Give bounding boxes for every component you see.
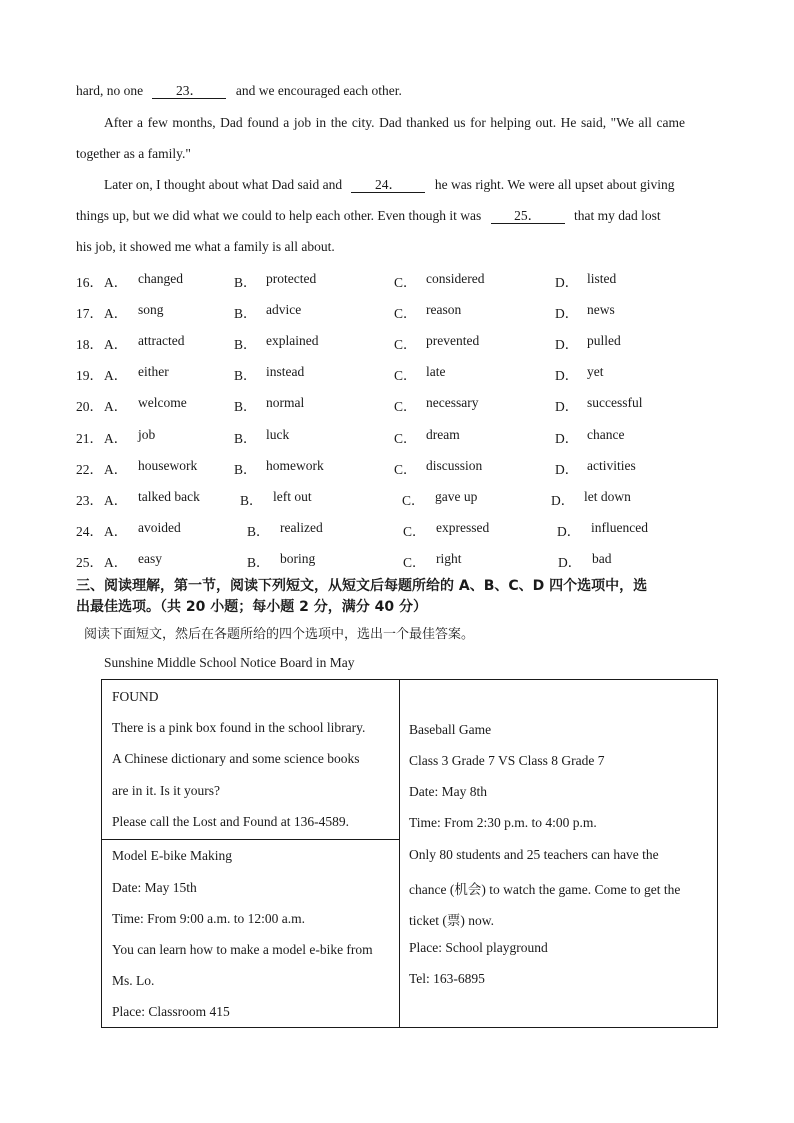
notice-board-title: Sunshine Middle School Notice Board in May [104,655,355,670]
question-number: 25． [76,555,103,570]
option-letter: B． [234,462,257,477]
option-letter: C． [394,275,417,290]
option-letter: C． [402,493,425,508]
passage-text: he was right. We were all upset about giving [434,177,675,192]
option-a: easy [138,551,162,566]
option-letter: D． [555,431,579,446]
option-letter: C． [403,524,426,539]
option-b: advice [266,302,302,317]
option-c: discussion [426,458,483,473]
option-d: listed [587,271,617,286]
option-letter: D． [555,337,579,352]
option-letter: D． [558,555,582,570]
option-b: protected [266,271,317,286]
blank-23: 23． [152,84,226,99]
option-b: realized [280,520,323,535]
option-letter: C． [394,462,417,477]
option-letter: B． [234,337,257,352]
option-a: song [138,302,164,317]
option-letter: D． [551,493,575,508]
option-b: homework [266,458,324,473]
passage-line: together as a family." [76,146,191,161]
notice-heading: Baseball Game [409,722,492,737]
passage-line-25 [76,208,661,224]
notice-line: Date: May 8th [409,784,487,799]
option-letter: A． [104,493,128,508]
option-a: talked back [138,489,200,504]
option-b: left out [273,489,312,504]
notice-line: chance (机会) to watch the game. Come to get the [409,882,681,897]
notice-line: Place: School playground [409,940,548,955]
option-c: considered [426,271,485,286]
option-c: expressed [436,520,490,535]
option-letter: B． [247,524,270,539]
option-c: late [426,364,446,379]
notice-heading: Model E-bike Making [112,848,232,863]
option-d: bad [592,551,612,566]
section-heading-line: 三、阅读理解，第一节，阅读下列短文，从短文后每题所给的 A、B、C、D 四个选项中，选 [76,578,648,594]
option-letter: D． [555,306,579,321]
option-b: luck [266,427,290,442]
question-number: 16． [76,275,103,290]
notice-line: are in it. Is it yours? [112,783,220,798]
option-a: attracted [138,333,185,348]
option-letter: A． [104,399,128,414]
option-letter: A． [104,275,128,290]
question-number: 22． [76,462,103,477]
option-d: pulled [587,333,621,348]
passage-text: that my dad lost [574,208,661,223]
notice-line: Time: From 2:30 p.m. to 4:00 p.m. [409,815,597,830]
notice-line: You can learn how to make a model e-bike from [112,942,373,957]
option-c: right [436,551,462,566]
question-number: 24． [76,524,103,539]
option-letter: D． [555,275,579,290]
passage-text: things up, but we did what we could to help each other. Even though it was [76,208,482,223]
table-divider-vertical [399,680,400,1027]
option-letter: D． [557,524,581,539]
notice-line: Only 80 students and 25 teachers can have the [409,847,659,862]
option-a: changed [138,271,183,286]
passage-text: Later on, I thought about what Dad said and [104,177,343,192]
option-d: yet [587,364,604,379]
notice-line: Please call the Lost and Found at 136-4589. [112,814,349,829]
option-letter: A． [104,337,128,352]
option-letter: C． [394,399,417,414]
notice-heading: FOUND [112,689,159,704]
option-letter: C． [403,555,426,570]
notice-line: Ms. Lo. [112,973,155,988]
option-letter: C． [394,431,417,446]
question-number: 21． [76,431,103,446]
question-number: 17． [76,306,103,321]
option-d: let down [584,489,631,504]
option-b: explained [266,333,319,348]
option-letter: D． [555,462,579,477]
notice-line: Time: From 9:00 a.m. to 12:00 a.m. [112,911,306,926]
option-d: successful [587,395,643,410]
question-number: 19． [76,368,103,383]
notice-line: Place: Classroom 415 [112,1004,230,1019]
notice-line: There is a pink box found in the school library. [112,720,366,735]
notice-line: Class 3 Grade 7 VS Class 8 Grade 7 [409,753,605,768]
section-heading [76,576,726,618]
passage-text: and we encouraged each other. [235,83,402,98]
option-c: gave up [435,489,478,504]
option-letter: C． [394,368,417,383]
option-letter: B． [234,275,257,290]
section-instruction: 阅读下面短文，然后在各题所给的四个选项中，选出一个最佳答案。 [84,627,475,642]
option-c: reason [426,302,462,317]
option-a: housework [138,458,198,473]
option-d: news [587,302,615,317]
passage-text: hard, no one [76,83,144,98]
section-heading-line: 出最佳选项。（共 20 小题；每小题 2 分，满分 40 分） [76,599,427,615]
notice-line: Tel: 163-6895 [409,971,485,986]
notice-line: A Chinese dictionary and some science books [112,751,360,766]
option-letter: A． [104,368,128,383]
passage-line-23 [76,83,402,99]
blank-25: 25． [491,209,565,224]
passage-line-24 [104,177,675,193]
notice-line: ticket (票) now. [409,913,494,928]
option-letter: A． [104,431,128,446]
option-letter: D． [555,368,579,383]
option-letter: B． [247,555,270,570]
notice-board-table [101,679,718,1028]
option-letter: A． [104,555,128,570]
blank-24: 24． [351,178,425,193]
option-letter: A． [104,462,128,477]
option-letter: A． [104,524,128,539]
option-a: job [138,427,156,442]
option-letter: B． [234,431,257,446]
option-letter: B． [234,306,257,321]
option-letter: C． [394,337,417,352]
option-letter: A． [104,306,128,321]
option-c: dream [426,427,460,442]
option-d: chance [587,427,625,442]
option-a: avoided [138,520,181,535]
option-c: necessary [426,395,479,410]
option-b: normal [266,395,305,410]
option-b: boring [280,551,316,566]
option-letter: B． [234,399,257,414]
option-d: activities [587,458,636,473]
passage-line: his job, it showed me what a family is all about. [76,239,335,254]
option-b: instead [266,364,305,379]
notice-line: Date: May 15th [112,880,197,895]
table-divider-horizontal [102,839,399,840]
option-letter: B． [234,368,257,383]
option-c: prevented [426,333,480,348]
question-number: 18． [76,337,103,352]
question-number: 23． [76,493,103,508]
option-letter: C． [394,306,417,321]
option-letter: B． [240,493,263,508]
option-a: either [138,364,169,379]
option-d: influenced [591,520,648,535]
question-number: 20． [76,399,103,414]
option-a: welcome [138,395,187,410]
passage-line: After a few months, Dad found a job in the city. Dad thanked us for helping out. He said, "We all came [104,115,685,130]
option-letter: D． [555,399,579,414]
